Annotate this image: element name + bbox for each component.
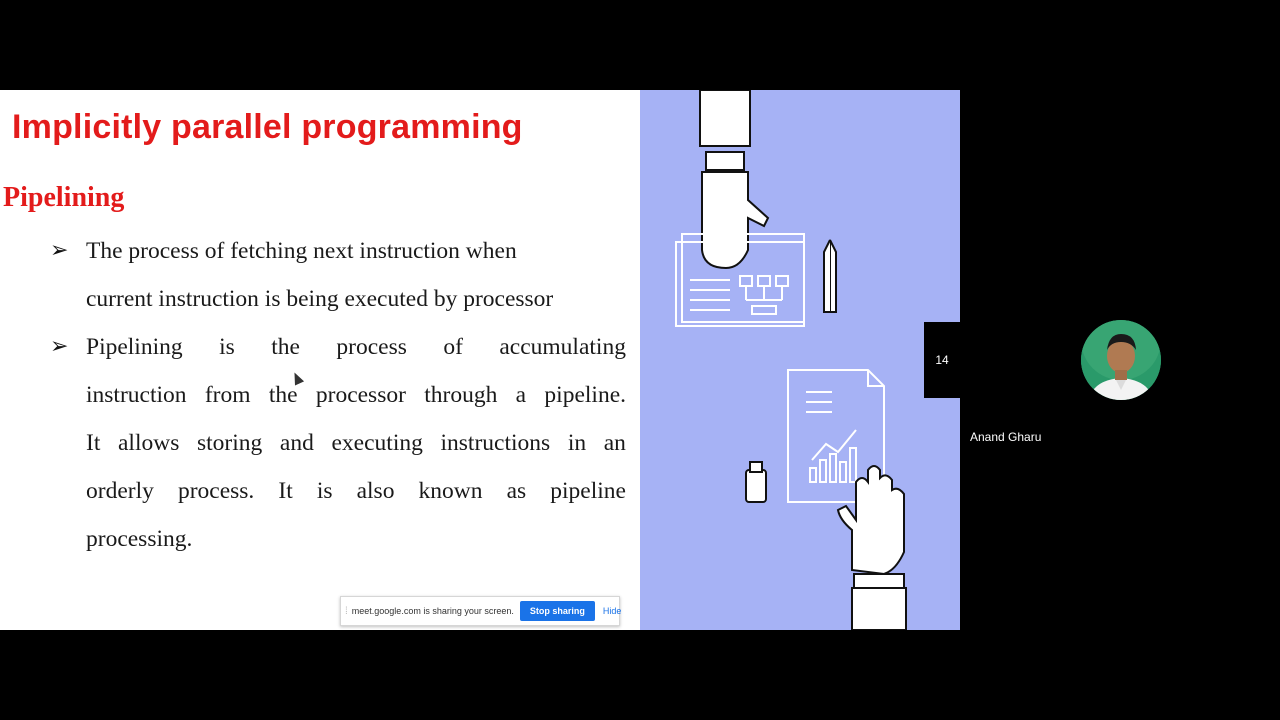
word: It xyxy=(278,478,293,504)
avatar xyxy=(1081,320,1161,400)
slide-title: Implicitly parallel programming xyxy=(12,108,523,146)
word: as xyxy=(506,478,527,504)
word: in xyxy=(567,430,587,456)
word: the xyxy=(268,382,298,408)
bullet-2-line: processing. xyxy=(86,526,193,552)
bullet-2-line xyxy=(86,467,626,515)
word: processor xyxy=(315,382,406,408)
slide-number: 14 xyxy=(924,322,960,398)
sleeve-top xyxy=(700,90,750,146)
stop-sharing-button[interactable]: Stop sharing xyxy=(520,601,595,621)
bullet-arrow-icon: ➢ xyxy=(50,238,69,263)
screen-share-bar xyxy=(340,596,620,626)
word: and xyxy=(279,430,314,456)
word: through xyxy=(424,382,498,408)
bullet-2-line xyxy=(86,371,626,419)
word: pipeline xyxy=(550,478,626,504)
word: the xyxy=(271,334,300,360)
bullet-2-line xyxy=(86,323,626,371)
word: is xyxy=(219,334,235,360)
participant-name: Anand Gharu xyxy=(970,430,1042,444)
word: storing xyxy=(197,430,263,456)
word: process xyxy=(336,334,407,360)
word: of xyxy=(443,334,463,360)
word: allows xyxy=(118,430,180,456)
word: orderly xyxy=(86,478,154,504)
illustration-hands-documents xyxy=(640,90,960,630)
word: an xyxy=(603,430,626,456)
drag-handle-icon[interactable]: ⁞ xyxy=(345,605,348,617)
bullet-2-line xyxy=(86,419,626,467)
share-message: meet.google.com is sharing your screen. xyxy=(351,606,514,616)
slide xyxy=(0,90,960,630)
word: from xyxy=(204,382,251,408)
hide-button[interactable]: Hide xyxy=(602,606,622,616)
word: accumulating xyxy=(499,334,626,360)
word: instructions xyxy=(440,430,551,456)
slide-illustration xyxy=(640,90,960,630)
slide-subtitle: Pipelining xyxy=(3,182,125,213)
word: instruction xyxy=(86,382,187,408)
participant-tile[interactable] xyxy=(960,270,1280,450)
person-avatar-icon xyxy=(1081,320,1161,400)
bullet-1-line: current instruction is being executed by processor xyxy=(86,286,554,312)
word: process. xyxy=(177,478,255,504)
word: Pipelining xyxy=(86,334,183,360)
word: pipeline. xyxy=(544,382,626,408)
bullet-2-text xyxy=(86,323,626,563)
bullet-1-line: The process of fetching next instruction when xyxy=(86,238,517,264)
bullet-arrow-icon: ➢ xyxy=(50,334,69,359)
word: a xyxy=(515,382,527,408)
word: It xyxy=(86,430,101,456)
bullet-1-text xyxy=(86,227,626,323)
word: also xyxy=(356,478,395,504)
word: executing xyxy=(331,430,423,456)
word: known xyxy=(418,478,483,504)
slide-text-panel xyxy=(0,90,640,630)
word: is xyxy=(316,478,333,504)
